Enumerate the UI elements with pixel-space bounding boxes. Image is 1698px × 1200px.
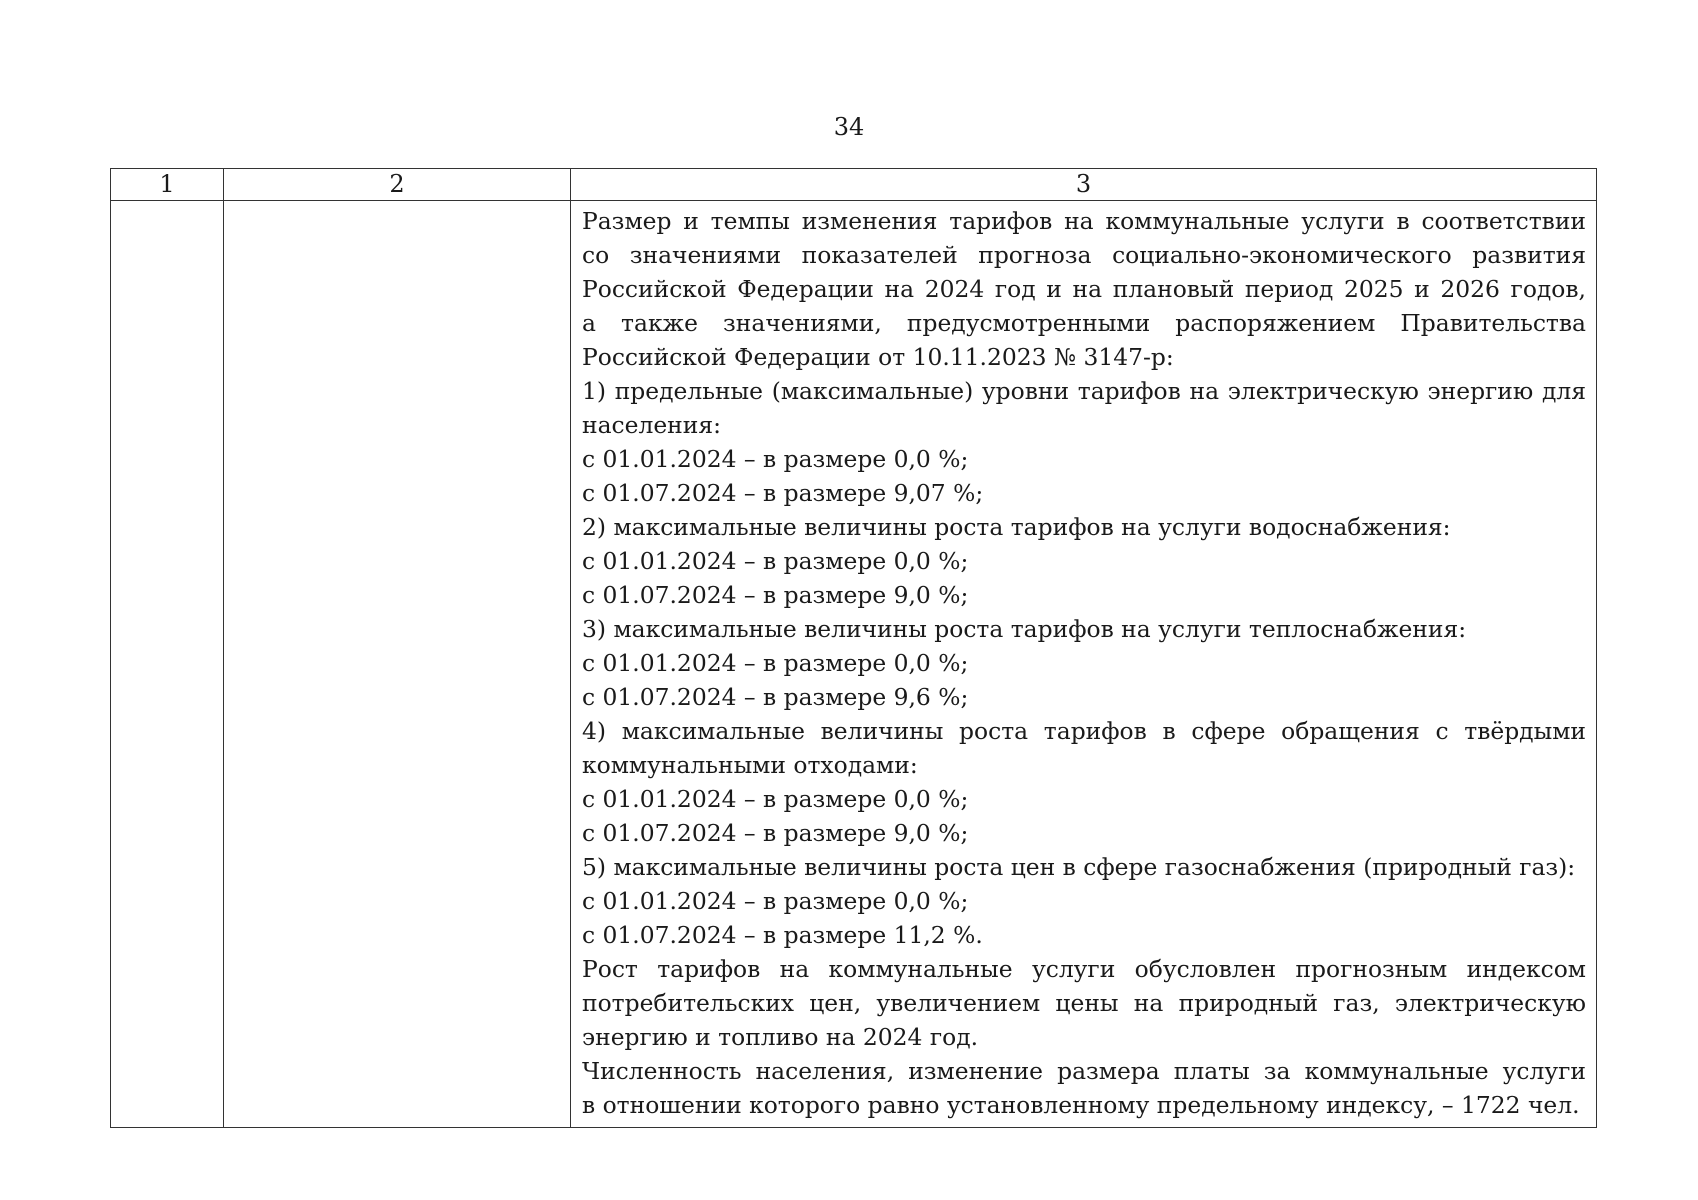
page-number: 34 [833,113,865,141]
text-line: с 01.01.2024 – в размере 0,0 %; [582,649,969,677]
column-header-1: 1 [111,169,224,201]
text-line: 2) максимальные величины роста тарифов на услуги водоснабжения: [582,513,1451,541]
text-line: Рост тарифов на коммунальные услуги обусловлен прогнозным индексом [582,955,1586,983]
text-line: с 01.01.2024 – в размере 0,0 %; [582,445,969,473]
text-line: со значениями показателей прогноза социально-экономического развития [582,241,1586,269]
cell-col-2 [224,201,571,1128]
text-line: с 01.07.2024 – в размере 9,6 %; [582,683,969,711]
text-line: с 01.01.2024 – в размере 0,0 %; [582,785,969,813]
text-line: Размер и темпы изменения тарифов на коммунальные услуги в соответствии [582,207,1586,235]
text-line: Российской Федерации от 10.11.2023 № 3147-р: [582,343,1174,371]
text-line: а также значениями, предусмотренными распоряжением Правительства [582,309,1586,337]
table-row [111,201,1597,1128]
text-line: с 01.07.2024 – в размере 9,07 %; [582,479,984,507]
text-line: 3) максимальные величины роста тарифов на услуги теплоснабжения: [582,615,1467,643]
text-line: в отношении которого равно установленному предельному индексу, – 1722 чел. [582,1091,1580,1119]
cell-col-1 [111,201,224,1128]
tariff-text-block [582,204,1586,1122]
text-line: с 01.01.2024 – в размере 0,0 %; [582,887,969,915]
text-line: с 01.01.2024 – в размере 0,0 %; [582,547,969,575]
cell-col-3-content [571,201,1597,1128]
text-line: коммунальными отходами: [582,751,918,779]
document-table [110,168,1597,1128]
text-line: 4) максимальные величины роста тарифов в сфере обращения с твёрдыми [582,717,1586,745]
table-header-row [111,169,1597,201]
text-line: 1) предельные (максимальные) уровни тарифов на электрическую энергию для [582,377,1586,405]
text-line: с 01.07.2024 – в размере 11,2 %. [582,921,983,949]
text-line: энергию и топливо на 2024 год. [582,1023,979,1051]
text-line: с 01.07.2024 – в размере 9,0 %; [582,819,969,847]
text-line: населения: [582,411,721,439]
text-line: Российской Федерации на 2024 год и на плановый период 2025 и 2026 годов, [582,275,1586,303]
text-line: потребительских цен, увеличением цены на природный газ, электрическую [582,989,1586,1017]
column-header-3: 3 [571,169,1597,201]
text-line: 5) максимальные величины роста цен в сфере газоснабжения (природный газ): [582,853,1576,881]
column-header-2: 2 [224,169,571,201]
text-line: Численность населения, изменение размера платы за коммунальные услуги [582,1057,1586,1085]
text-line: с 01.07.2024 – в размере 9,0 %; [582,581,969,609]
